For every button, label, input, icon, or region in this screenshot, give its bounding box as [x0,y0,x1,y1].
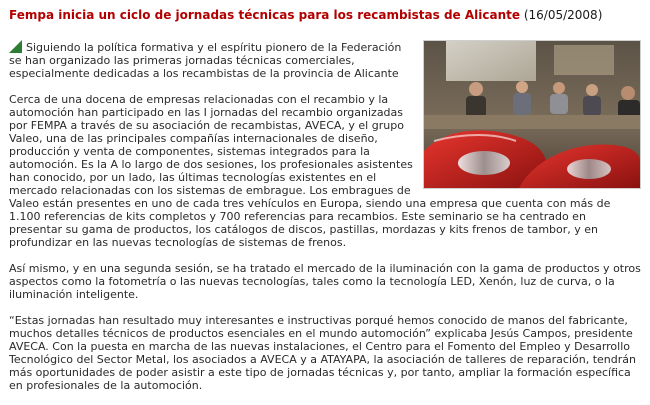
news-article [9,7,641,405]
seminar-photo-image [424,41,640,188]
green-triangle-icon [9,40,22,53]
article-headline [9,7,641,23]
article-lead-text: Siguiendo la política formativa y el espíritu pionero de la Federación se han organizado las primeras jornadas técnicas comerciales, especialmente dedicadas a los recambistas de la provincia de Alicante [9,41,402,80]
article-photo [423,40,641,189]
article-paragraph-2: Así mismo, y en una segunda sesión, se ha tratado el mercado de la iluminación con la gama de productos y otros aspectos como la fotometría o las nuevas tecnologías, tales como la tecnología LED, Xenón, luz de curva, o la iluminación inteligente. [9,262,641,301]
article-title: Fempa inicia un ciclo de jornadas técnicas para los recambistas de Alicante [9,8,521,22]
article-date: (16/05/2008) [523,8,603,22]
article-paragraph-3: “Estas jornadas han resultado muy interesantes e instructivas porqué hemos conocido de manos del fabricante, muchos detalles técnicos de productos esenciales en el mundo automoción” explicaba Jesús Campos, presidente AVECA. Con la puesta en marcha de las nuevas instalaciones, el Centro para el Fomento del Empleo y Desarrollo Tecnológico del Sector Metal, los asociados a AVECA y a ATAYAPA, la asociación de talleres de reparación, tendrán más oportunidades de poder asistir a este tipo de jornadas técnicas y, por tanto, ampliar la formación específica en profesionales de la automoción. [9,314,636,392]
article-paragraph-1: Cerca de una docena de empresas relacionadas con el recambio y la automoción han participado en las I jornadas del recambio organizadas por FEMPA a través de su asociación de recambistas, AVECA, y el grupo Valeo, una de las principales compañías internacionales de diseño, producción y venta de componentes, sistemas integrados para la automoción. Es la A lo largo de dos sesiones, los profesionales asistentes han conocido, por un lado, las últimas tecnologías existentes en el mercado relacionadas con los sistemas de embrague. Los embragues de Valeo están presentes en uno de cada tres vehículos en Europa, siendo una empresa que cuenta con más de 1.100 referencias de kits completos y 700 referencias para recambios. Este seminario se ha centrado en presentar su gama de productos, los catálogos de discos, pastillas, mordazas y kits frenos de tambor, y en profundizar en las nuevas tecnologías de sistemas de frenos. [9,93,611,249]
